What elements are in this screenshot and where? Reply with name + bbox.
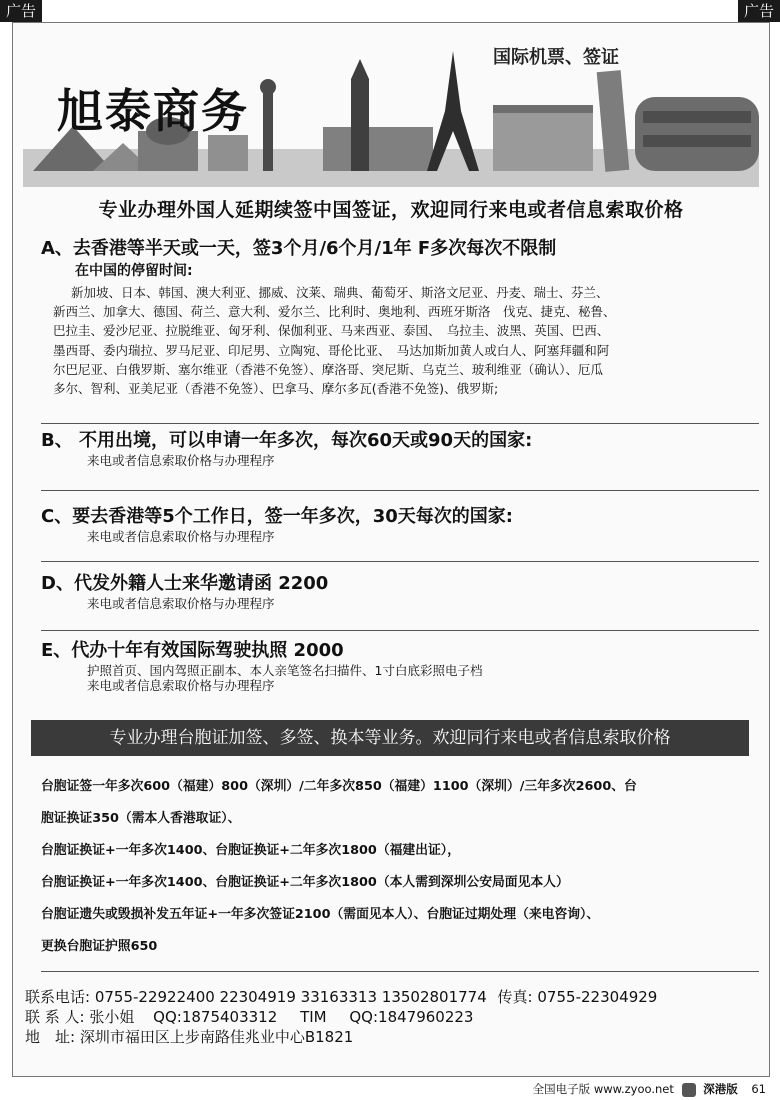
person-row [25, 1007, 765, 1027]
divider [41, 561, 759, 562]
country-line: 新西兰、加拿大、德国、荷兰、意大利、爱尔兰、比利时、奥地利、西班牙斯洛 伐克、捷克、秘鲁、 [53, 304, 616, 320]
country-line: 巴拉圭、爱沙尼亚、拉脱维亚、匈牙利、保伽利亚、马来西亚、泰国、 乌拉圭、波黑、英国、巴西、 [53, 323, 610, 339]
section-c-title: C、要去香港等5个工作日，签一年多次，30天每次的国家: [41, 506, 513, 527]
section-d [41, 572, 749, 611]
headline: 专业办理外国人延期续签中国签证，欢迎同行来电或者信息索取价格 [98, 199, 684, 221]
section-c-note: 来电或者信息索取价格与办理程序 [87, 529, 275, 544]
page-footer [533, 1081, 766, 1097]
section-e-title: E、代办十年有效国际驾驶执照 2000 [41, 640, 344, 661]
country-line: 墨西哥、委内瑞拉、罗马尼亚、印尼男、立陶宛、哥伦比亚、 马达加斯加黄人或白人、阿塞拜疆和阿 [53, 342, 610, 358]
ad-label-left: 广告 [0, 0, 42, 22]
country-line: 尔巴尼亚、白俄罗斯、塞尔维亚（香港不免签）、摩洛哥、突尼斯、乌克兰、玻利维亚（确认）、厄瓜 [53, 361, 604, 377]
section-b [41, 429, 749, 468]
price-line: 胞证换证350（需本人香港取证）、 [41, 811, 241, 826]
section-a-title: A、去香港等半天或一天，签3个月/6个月/1年 F多次每次不限制 [41, 238, 557, 259]
phone-numbers: 0755-22922400 22304919 33163313 13502801774 [94, 988, 487, 1006]
divider [41, 490, 759, 491]
address-label: 地 址: [25, 1028, 76, 1046]
divider [41, 971, 759, 972]
contact-person: 张小姐 [89, 1008, 135, 1026]
divider [41, 423, 759, 424]
address: 深圳市福田区上步南路佳兆业中心B1821 [79, 1028, 354, 1046]
section-e [41, 639, 749, 693]
landmarks-banner [23, 31, 759, 187]
fax-number: 0755-22304929 [537, 988, 658, 1006]
country-line: 多尔、智利、亚美尼亚（香港不免签）、巴拿马、摩尔多瓦(香港不免签)、俄罗斯; [53, 381, 499, 397]
section-c [41, 505, 749, 544]
edition-version: 深港版 [703, 1082, 738, 1096]
country-line: 新加坡、日本、韩国、澳大利亚、挪威、汶莱、瑞典、葡萄牙、斯洛文尼亚、丹麦、瑞士、芬兰、 [71, 285, 609, 300]
divider [41, 630, 759, 631]
section-a [41, 237, 749, 398]
price-line: 台胞证换证+一年多次1400、台胞证换证+二年多次1800（本人需到深圳公安局面见本人） [41, 875, 569, 890]
taiwan-price-list [41, 771, 749, 963]
address-row [25, 1027, 765, 1047]
section-d-note: 来电或者信息索取价格与办理程序 [87, 596, 275, 611]
price-line: 更换台胞证护照650 [41, 939, 158, 954]
phone-label: 联系电话: [25, 988, 91, 1006]
ad-label-right: 广告 [738, 0, 780, 22]
price-line: 台胞证遗失或毁损补发五年证+一年多次签证2100（需面见本人）、台胞证过期处理（来电咨询）、 [41, 907, 600, 922]
qq-1: QQ:1875403312 [153, 1008, 278, 1026]
brand-logo-text: 旭泰商务 [57, 84, 249, 138]
section-a-subtitle: 在中国的停留时间: [75, 263, 193, 279]
slogan: 国际机票、签证 [493, 47, 619, 68]
country-list [53, 283, 749, 398]
site-url[interactable]: www.zyoo.net [593, 1082, 674, 1096]
page-number: 61 [751, 1082, 766, 1096]
edition-label: 全国电子版 [532, 1082, 591, 1096]
fax-label: 传真: [497, 988, 533, 1006]
qq-2: QQ:1847960223 [349, 1008, 474, 1026]
contact-block [25, 987, 765, 1047]
publisher-logo-icon [682, 1083, 696, 1097]
tim-label: TIM [300, 1008, 327, 1026]
taiwan-service-bar: 专业办理台胞证加签、多签、换本等业务。欢迎同行来电或者信息索取价格 [31, 720, 749, 756]
section-b-note: 来电或者信息索取价格与办理程序 [87, 453, 275, 468]
section-e-note-1: 护照首页、国内驾照正副本、本人亲笔签名扫描件、1寸白底彩照电子档 [87, 663, 483, 678]
person-label: 联 系 人: [25, 1008, 85, 1026]
section-b-title: B、 不用出境，可以申请一年多次，每次60天或90天的国家: [41, 430, 533, 451]
price-line: 台胞证签一年多次600（福建）800（深圳）/二年多次850（福建）1100（深圳）/三年多次2600、台 [41, 779, 637, 794]
ad-frame [12, 22, 770, 1077]
section-d-title: D、代发外籍人士来华邀请函 2200 [41, 573, 329, 594]
price-line: 台胞证换证+一年多次1400、台胞证换证+二年多次1800（福建出证）， [41, 843, 460, 858]
section-e-note-2: 来电或者信息索取价格与办理程序 [87, 678, 275, 693]
phone-row [25, 987, 765, 1007]
